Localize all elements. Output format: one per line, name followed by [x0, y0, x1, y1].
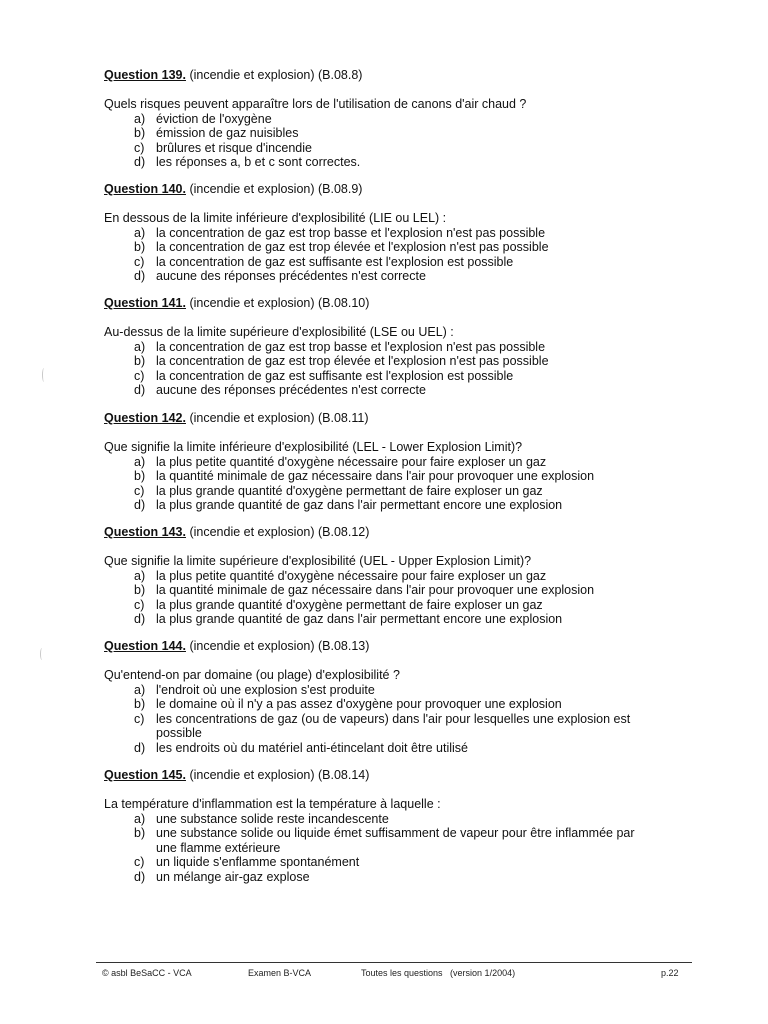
- footer-divider: [96, 962, 692, 963]
- footer-scope: Toutes les questions (version 1/2004): [361, 968, 516, 978]
- answer-letter: a): [134, 339, 146, 354]
- answer-list: [104, 683, 704, 756]
- answer-d: [104, 870, 704, 885]
- answer-text: une substance solide reste incandescente: [156, 811, 389, 826]
- answer-letter: c): [134, 711, 145, 726]
- question-text: Que signifie la limite inférieure d'explosibilité (LEL - Lower Explosion Limit)?: [104, 440, 523, 454]
- answer-text: émission de gaz nuisibles: [156, 126, 299, 140]
- question-number: Question 141.: [104, 296, 186, 310]
- answer-a: [104, 340, 704, 355]
- answer-b: [104, 126, 704, 141]
- question-text: Que signifie la limite supérieure d'explosibilité (UEL - Upper Explosion Limit)?: [104, 554, 532, 568]
- answer-letter: d): [134, 869, 146, 884]
- answer-text: les endroits où du matériel anti-étincelant doit être utilisé: [156, 740, 468, 755]
- answer-text: éviction de l'oxygène: [156, 111, 272, 126]
- answer-b: [104, 354, 704, 369]
- question-142: [104, 411, 704, 513]
- answer-c: [104, 484, 704, 499]
- answer-c: [104, 255, 704, 270]
- question-139: [104, 68, 704, 170]
- question-number: Question 142.: [104, 411, 186, 425]
- answer-text-continued: une flamme extérieure: [156, 840, 281, 855]
- answer-letter: c): [134, 855, 145, 869]
- answer-letter: d): [134, 155, 146, 169]
- answer-d: [104, 383, 704, 398]
- answer-letter: c): [134, 483, 145, 498]
- question-header: [104, 411, 704, 426]
- answer-c: [104, 598, 704, 613]
- answer-b: [104, 469, 704, 484]
- answer-letter: b): [134, 354, 146, 368]
- footer-exam: Examen B-VCA: [248, 968, 312, 978]
- answer-d: [104, 155, 704, 170]
- answer-text: un liquide s'enflamme spontanément: [156, 855, 360, 869]
- answer-b: [104, 697, 704, 712]
- answer-letter: a): [134, 811, 146, 826]
- answer-letter: b): [134, 826, 146, 840]
- answer-letter: a): [134, 682, 146, 697]
- question-meta: (incendie et explosion) (B.08.10): [185, 296, 370, 310]
- answer-text: la plus petite quantité d'oxygène nécessaire pour faire exploser un gaz: [156, 454, 547, 469]
- question-text: Qu'entend-on par domaine (ou plage) d'explosibilité ?: [104, 668, 400, 682]
- answer-letter: d): [134, 269, 146, 283]
- answer-letter: a): [134, 225, 146, 240]
- question-140: [104, 182, 704, 284]
- answer-d: [104, 269, 704, 284]
- answer-text: le domaine où il n'y a pas assez d'oxygène pour provoquer une explosion: [156, 697, 562, 711]
- question-meta: (incendie et explosion) (B.08.12): [185, 525, 370, 539]
- answer-text: un mélange air-gaz explose: [156, 869, 310, 884]
- answer-letter: b): [134, 240, 146, 254]
- question-text: Quels risques peuvent apparaître lors de l'utilisation de canons d'air chaud ?: [104, 97, 527, 111]
- answer-letter: d): [134, 612, 146, 626]
- answer-text: les réponses a, b et c sont correctes.: [156, 155, 361, 169]
- answer-text: la concentration de gaz est suffisante est l'explosion est possible: [156, 368, 514, 383]
- question-number: Question 139.: [104, 68, 186, 82]
- question-text: En dessous de la limite inférieure d'explosibilité (LIE ou LEL) :: [104, 211, 447, 225]
- answer-c: [104, 141, 704, 156]
- answer-b: [104, 583, 704, 598]
- question-144: [104, 639, 704, 755]
- answer-text: la concentration de gaz est suffisante est l'explosion est possible: [156, 254, 514, 269]
- answer-text: l'endroit où une explosion s'est produite: [156, 682, 375, 697]
- question-145: [104, 768, 704, 884]
- answer-letter: b): [134, 126, 146, 140]
- answer-text: la plus petite quantité d'oxygène nécessaire pour faire exploser un gaz: [156, 568, 547, 583]
- answer-a: [104, 683, 704, 698]
- answer-text: la plus grande quantité de gaz dans l'air permettant encore une explosion: [156, 612, 563, 626]
- question-header: [104, 639, 704, 654]
- question-header: [104, 68, 704, 83]
- question-141: [104, 296, 704, 398]
- question-meta: (incendie et explosion) (B.08.9): [185, 182, 363, 196]
- answer-c: [104, 712, 704, 741]
- answer-list: [104, 340, 704, 398]
- answer-text: brûlures et risque d'incendie: [156, 140, 312, 155]
- question-meta: (incendie et explosion) (B.08.13): [185, 639, 370, 653]
- question-meta: (incendie et explosion) (B.08.14): [185, 768, 370, 782]
- scan-mark: [40, 648, 44, 660]
- answer-a: [104, 112, 704, 127]
- answer-text: la plus grande quantité d'oxygène permettant de faire exploser un gaz: [156, 597, 543, 612]
- answer-text: la concentration de gaz est trop basse et l'explosion n'est pas possible: [156, 225, 546, 240]
- answer-letter: d): [134, 383, 146, 397]
- answer-letter: d): [134, 740, 146, 755]
- answer-list: [104, 569, 704, 627]
- answer-text: une substance solide ou liquide émet suffisamment de vapeur pour être inflammée par: [156, 826, 635, 840]
- answer-letter: b): [134, 583, 146, 597]
- question-text: Au-dessus de la limite supérieure d'explosibilité (LSE ou UEL) :: [104, 325, 454, 339]
- answer-letter: a): [134, 111, 146, 126]
- answer-letter: b): [134, 697, 146, 711]
- question-number: Question 140.: [104, 182, 186, 196]
- answer-c: [104, 369, 704, 384]
- question-number: Question 143.: [104, 525, 186, 539]
- answer-list: [104, 455, 704, 513]
- question-header: [104, 182, 704, 197]
- answer-letter: c): [134, 597, 145, 612]
- footer-copyright: © asbl BeSaCC - VCA: [102, 968, 192, 978]
- answer-d: [104, 612, 704, 627]
- answer-text: la concentration de gaz est trop basse et l'explosion n'est pas possible: [156, 339, 546, 354]
- answer-text: les concentrations de gaz (ou de vapeurs) dans l'air pour lesquelles une explosion est: [156, 711, 631, 726]
- question-meta: (incendie et explosion) (B.08.11): [185, 411, 369, 425]
- answer-text-continued: possible: [156, 726, 202, 740]
- question-number: Question 145.: [104, 768, 186, 782]
- answer-a: [104, 569, 704, 584]
- scan-mark: [42, 368, 46, 382]
- question-text: La température d'inflammation est la température à laquelle :: [104, 797, 441, 811]
- answer-b: [104, 826, 704, 855]
- answer-a: [104, 812, 704, 827]
- answer-letter: a): [134, 454, 146, 469]
- question-143: [104, 525, 704, 627]
- answer-b: [104, 240, 704, 255]
- answer-text: la plus grande quantité de gaz dans l'air permettant encore une explosion: [156, 498, 563, 512]
- footer-page-number: p.22: [661, 968, 679, 978]
- answer-text: la concentration de gaz est trop élevée et l'explosion n'est pas possible: [156, 240, 549, 254]
- answer-letter: c): [134, 368, 145, 383]
- answer-letter: d): [134, 498, 146, 512]
- answer-text: aucune des réponses précédentes n'est correcte: [156, 269, 426, 283]
- answer-list: [104, 226, 704, 284]
- answer-a: [104, 226, 704, 241]
- answer-letter: a): [134, 568, 146, 583]
- answer-text: la quantité minimale de gaz nécessaire dans l'air pour provoquer une explosion: [156, 583, 595, 597]
- answer-text: la quantité minimale de gaz nécessaire dans l'air pour provoquer une explosion: [156, 469, 595, 483]
- question-header: [104, 768, 704, 783]
- answer-a: [104, 455, 704, 470]
- question-meta: (incendie et explosion) (B.08.8): [185, 68, 363, 82]
- answer-c: [104, 855, 704, 870]
- answer-list: [104, 112, 704, 170]
- answer-text: la plus grande quantité d'oxygène permettant de faire exploser un gaz: [156, 483, 543, 498]
- question-number: Question 144.: [104, 639, 186, 653]
- answer-letter: b): [134, 469, 146, 483]
- answer-d: [104, 741, 704, 756]
- answer-letter: c): [134, 254, 145, 269]
- answer-letter: c): [134, 140, 145, 155]
- question-header: [104, 525, 704, 540]
- question-header: [104, 296, 704, 311]
- answer-list: [104, 812, 704, 885]
- answer-text: aucune des réponses précédentes n'est correcte: [156, 383, 426, 397]
- answer-d: [104, 498, 704, 513]
- answer-text: la concentration de gaz est trop élevée et l'explosion n'est pas possible: [156, 354, 549, 368]
